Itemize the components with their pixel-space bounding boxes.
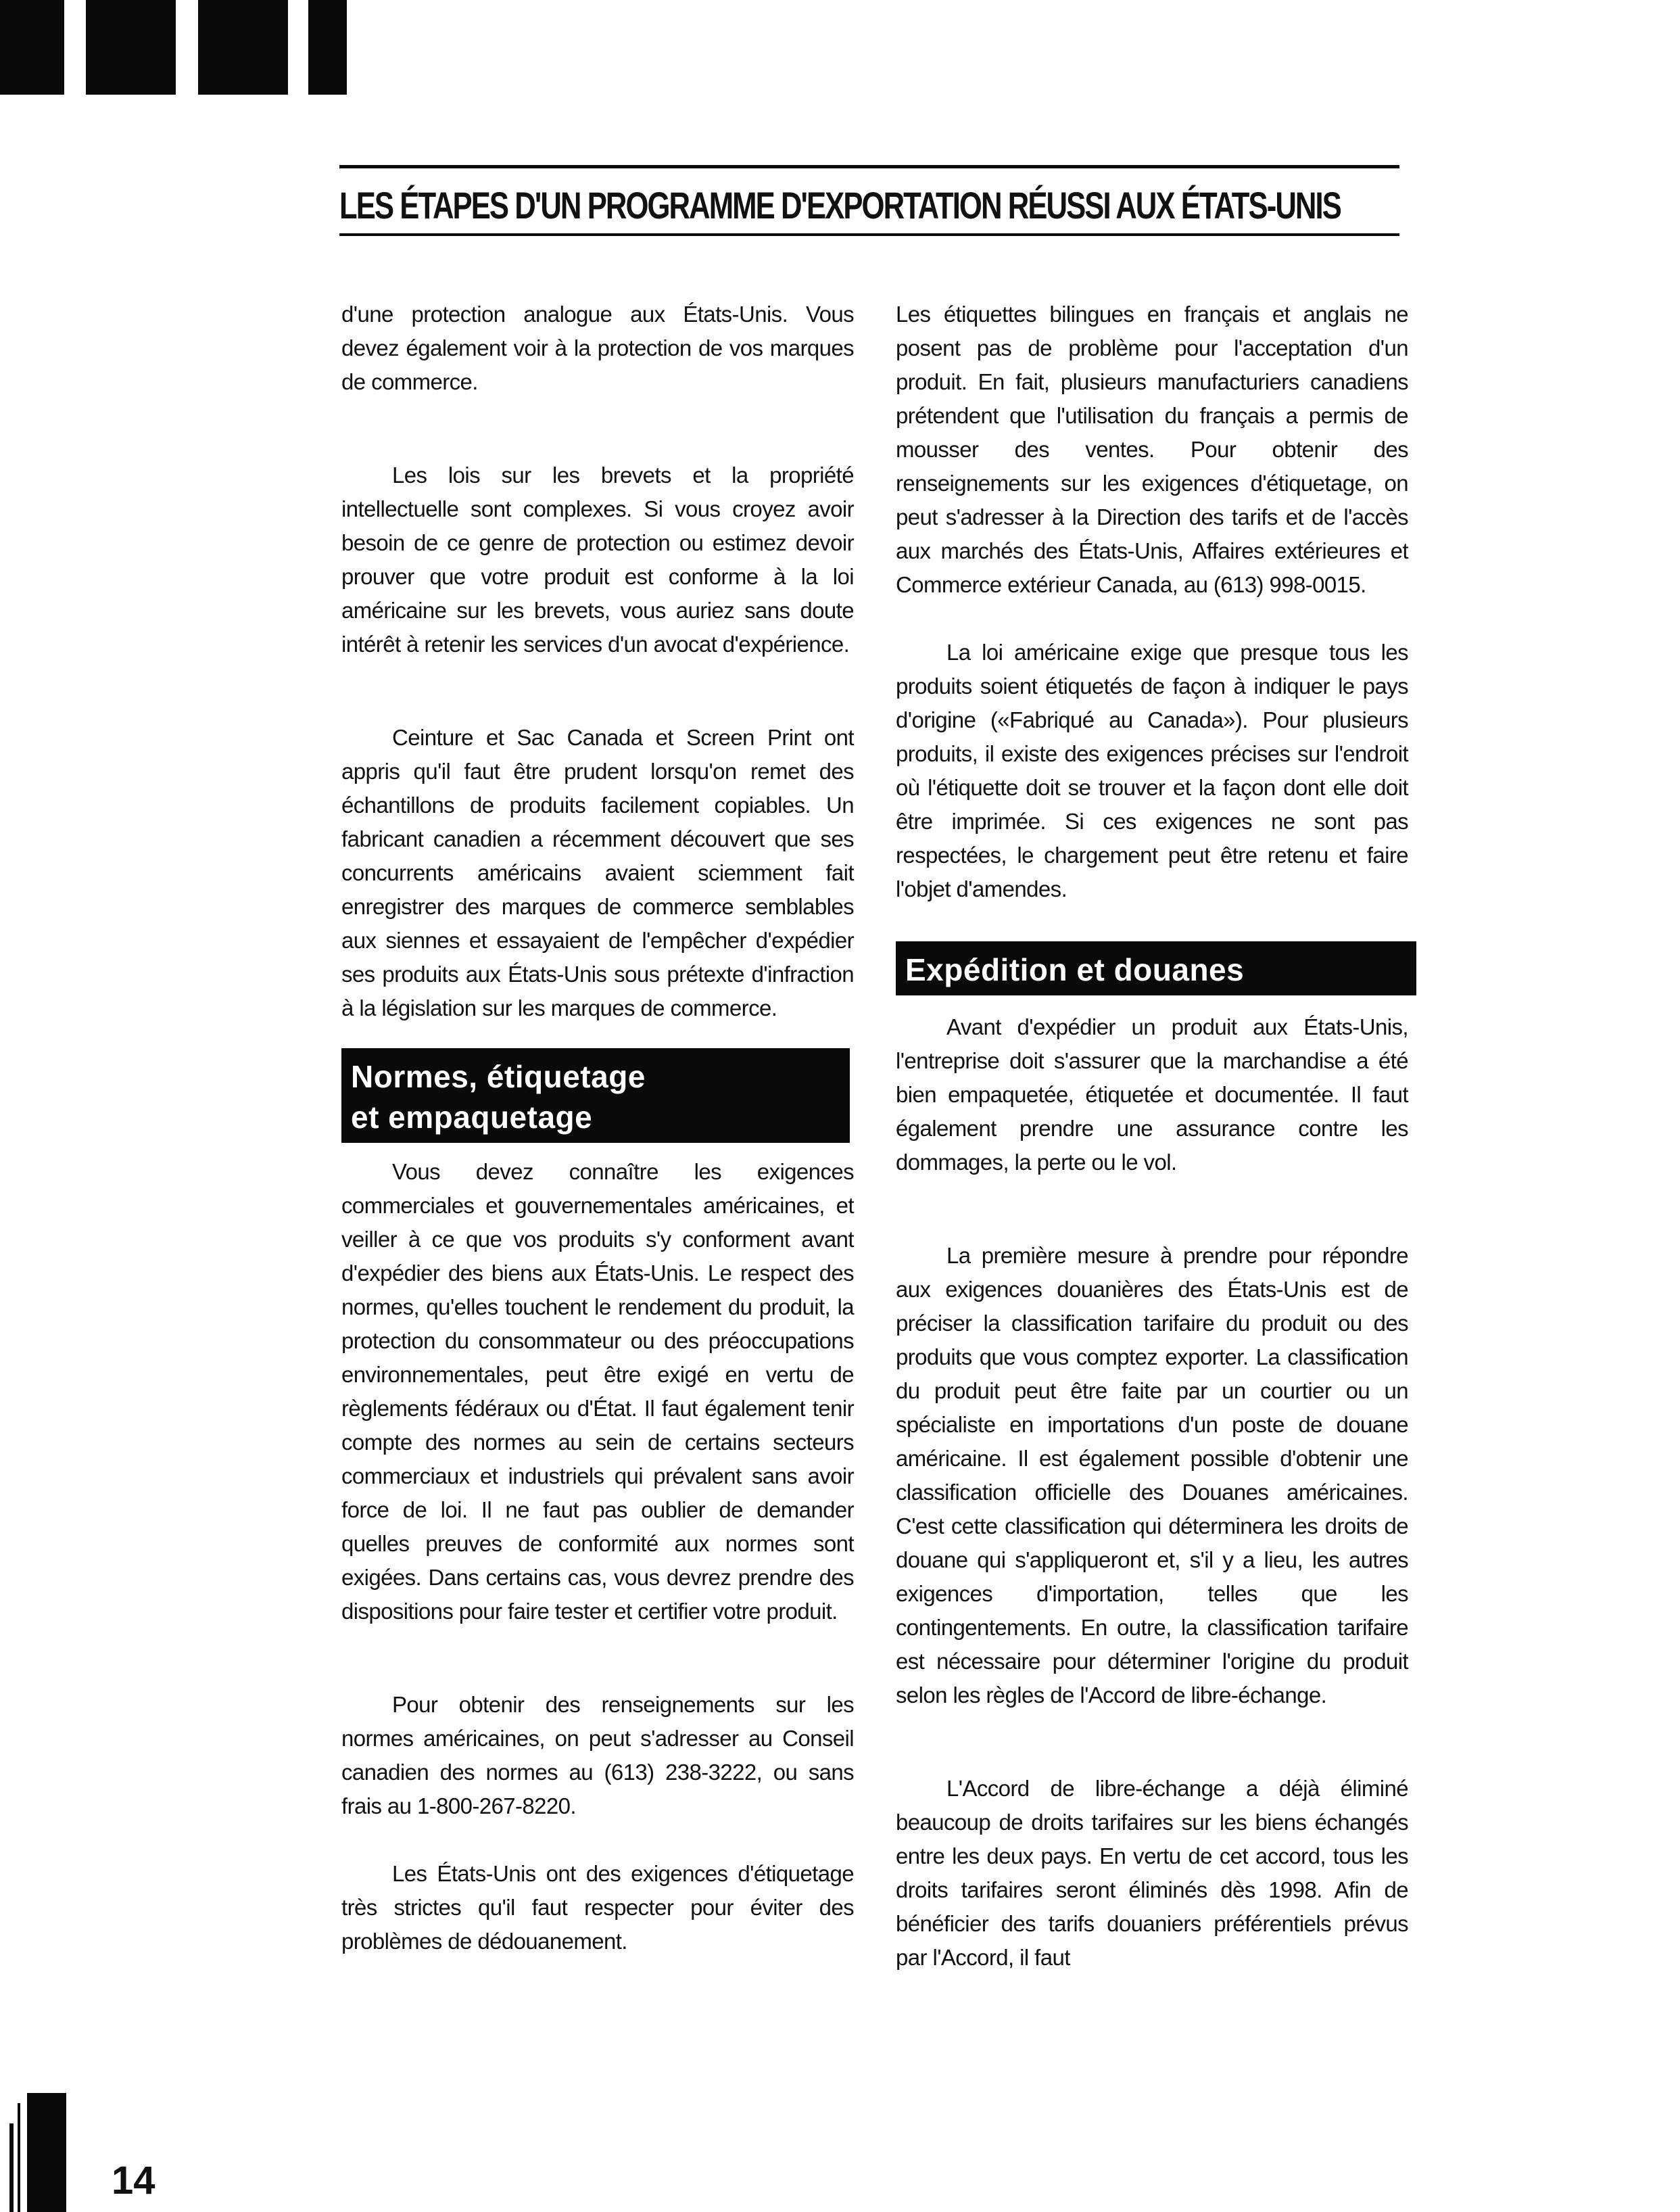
right-paragraph-3: Avant d'expédier un produit aux États-Unis, l'entreprise doit s'assurer que la marchandise a été bien empaquetée, étiquetée et documentée. Il faut également prendre une assurance contre les dommages, la perte ou le vol. [896,1014,1408,1175]
corner-block-4 [308,0,347,95]
section-heading-expedition-text: Expédition et douanes [905,952,1245,987]
right-paragraph-2: La loi américaine exige que presque tous les produits soient étiquetés de façon à indiquer le pays d'origine («Fabriqué au Canada»). Pour plusieurs produits, il existe des exigences précises sur l'endroit où l'étiquette doit se trouver et la façon dont elle doit être imprimée. Si ces exigences ne sont pas respectées, le chargement peut être retenu et faire l'objet d'amendes. [896,640,1408,901]
footer-bar [27,2093,66,2212]
right-paragraph-5: L'Accord de libre-échange a déjà éliminé beaucoup de droits tarifaires sur les biens échangés entre les deux pays. En vertu de cet accord, tous les droits tarifaires seront éliminés dès 1998. Afin de bénéficier des tarifs douaniers préférentiels prévus par l'Accord, il faut [896,1776,1408,1970]
corner-block-3 [198,0,288,95]
left-paragraph-5: Pour obtenir des renseignements sur les normes américaines, on peut s'adresser au Conseil canadien des normes au (613) 238-3222, ou sans frais au 1-800-267-8220. [341,1692,854,1818]
section-heading-normes-line-1: Normes, étiquetage [351,1059,646,1094]
section-heading-expedition [896,941,1416,995]
left-paragraph-2: Les lois sur les brevets et la propriété intellectuelle sont complexes. Si vous croyez avoir besoin de ce genre de protection ou estimez devoir prouver que votre produit est conforme à la loi américaine sur les brevets, vous auriez sans doute intérêt à retenir les services d'un avocat d'expérience. [341,463,854,657]
corner-block-2 [86,0,176,95]
header-rule-bottom [339,233,1399,236]
footer-thin-rule-1 [9,2123,14,2212]
corner-block-1 [0,0,64,95]
left-paragraph-4: Vous devez connaître les exigences commerciales et gouvernementales américaines, et veiller à ce que vos produits s'y conforment avant d'expédier des biens aux États-Unis. Le respect des normes, qu'elles touchent le rendement du produit, la protection du consommateur ou des préoccupations environnementales, peut être exigé en vertu de règlements fédéraux ou d'État. Il faut également tenir compte des normes au sein de certains secteurs commerciaux et industriels qui prévalent sans avoir force de loi. Il ne faut pas oublier de demander quelles preuves de conformité aux normes sont exigées. Dans certains cas, vous devrez prendre des dispositions pour faire tester et certifier votre produit. [341,1159,854,1624]
page-title: LES ÉTAPES D'UN PROGRAMME D'EXPORTATION RÉUSSI AUX ÉTATS-UNIS [339,184,1341,227]
left-column [341,298,854,1958]
footer-thin-rule-2 [18,2103,20,2212]
page-number: 14 [112,2159,155,2203]
right-paragraph-1: Les étiquettes bilingues en français et anglais ne posent pas de problème pour l'acceptation d'un produit. En fait, plusieurs manufacturiers canadiens prétendent que l'utilisation du français a permis de mousser des ventes. Pour obtenir des renseignements sur les exigences d'étiquetage, on peut s'adresser à la Direction des tarifs et de l'accès aux marchés des États-Unis, Affaires extérieures et Commerce extérieur Canada, au (613) 998-0015. [896,302,1408,597]
section-heading-normes [341,1048,850,1143]
section-heading-normes-line-2: et empaquetage [351,1100,593,1135]
left-paragraph-1: d'une protection analogue aux États-Unis. Vous devez également voir à la protection de vos marques de commerce. [341,302,854,394]
right-paragraph-4: La première mesure à prendre pour répondre aux exigences douanières des États-Unis est de préciser la classification tarifaire du produit ou des produits que vous comptez exporter. La classification du produit peut être faite par un courtier ou un spécialiste en importations d'un poste de douane américaine. Il est également possible d'obtenir une classification officielle des Douanes américaines. C'est cette classification qui déterminera les droits de douane qui s'appliqueront et, s'il y a lieu, les autres exigences d'importation, telles que les contingentements. En outre, la classification tarifaire est nécessaire pour déterminer l'origine du produit selon les règles de l'Accord de libre-échange. [896,1243,1408,1708]
left-paragraph-6: Les États-Unis ont des exigences d'étiquetage très strictes qu'il faut respecter pour éviter des problèmes de dédouanement. [341,1861,854,1954]
header-rule-top [339,165,1399,168]
left-paragraph-3: Ceinture et Sac Canada et Screen Print ont appris qu'il faut être prudent lorsqu'on remet des échantillons de produits facilement copiables. Un fabricant canadien a récemment découvert que ses concurrents américains avaient sciemment fait enregistrer des marques de commerce semblables aux siennes et essayaient de l'empêcher d'expédier ses produits aux États-Unis sous prétexte d'infraction à la législation sur les marques de commerce. [341,725,854,1020]
right-column [896,298,1408,1975]
